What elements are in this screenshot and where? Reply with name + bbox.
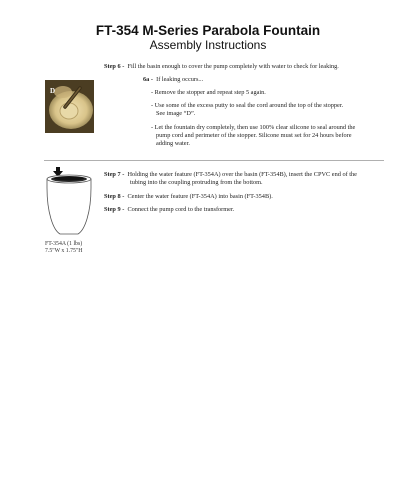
caption-dimensions: 7.5"W x 1.75"H <box>45 248 83 254</box>
step-8-text: Center the water feature (FT-354A) into basin (FT-354B). <box>127 193 273 200</box>
step-9-text: Connect the pump cord to the transformer. <box>127 206 235 213</box>
caption-weight: FT-354A (1 lbs) <box>45 241 83 247</box>
step-7-label: Step 7 - <box>104 171 125 178</box>
bullet-line: adding water. <box>156 140 190 147</box>
step-6-label: Step 6 - <box>104 63 125 70</box>
step-6a <box>143 76 203 84</box>
step-6a-bullet-1 <box>151 89 266 97</box>
step-6 <box>104 63 339 71</box>
image-d-label: D <box>50 87 56 95</box>
step-6a-bullet-3 <box>151 124 355 148</box>
step-6a-bullet-2 <box>151 102 343 118</box>
step-7-text-line-2: tubing into the coupling protruding from the bottom. <box>130 179 263 186</box>
step-9 <box>104 206 234 214</box>
bullet-line: pump cord and perimeter of the stopper. Silicone must set for 24 hours before <box>156 132 352 139</box>
product-caption <box>45 241 82 255</box>
image-d-photo <box>45 80 94 133</box>
step-8 <box>104 193 273 201</box>
water-feature-illustration <box>44 166 94 242</box>
step-6a-label: 6a - <box>143 76 153 83</box>
step-9-label: Step 9 - <box>104 206 125 213</box>
bullet-line: - Use some of the excess putty to seal the cord around the top of the stopper. <box>151 102 344 109</box>
bullet-line: - Let the fountain dry completely, then use 100% clear silicone to seal around the <box>151 124 356 131</box>
bullet-line: - Remove the stopper and repeat step 5 again. <box>151 89 266 96</box>
step-8-label: Step 8 - <box>104 193 125 200</box>
section-divider <box>44 160 384 161</box>
document-title: FT-354 M-Series Parabola Fountain <box>95 23 321 38</box>
step-6a-text: If leaking occurs... <box>156 76 204 83</box>
step-7 <box>104 171 357 187</box>
document-subtitle: Assembly Instructions <box>149 38 267 52</box>
bullet-line: See image “D”. <box>156 110 196 117</box>
step-6-text: Fill the basin enough to cover the pump completely with water to check for leaking. <box>127 63 339 70</box>
step-7-text-line-1: Holding the water feature (FT-354A) over the basin (FT-354B), insert the CPVC end of the <box>127 171 357 178</box>
